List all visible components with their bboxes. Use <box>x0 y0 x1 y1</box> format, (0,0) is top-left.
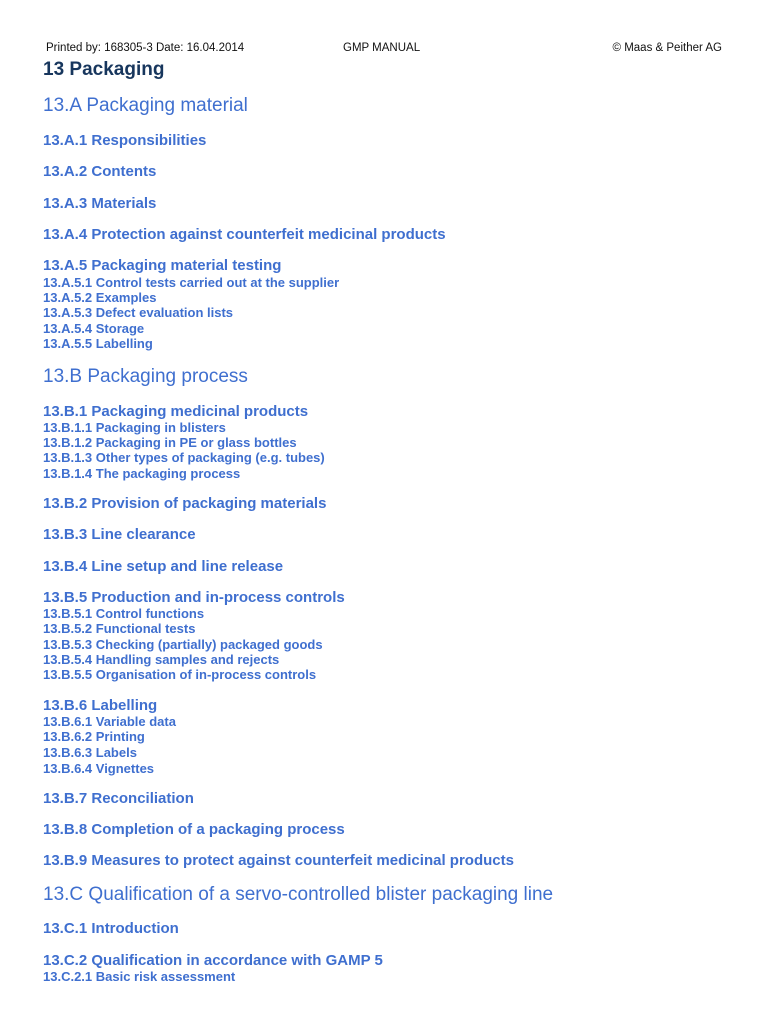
copyright-notice: © Maas & Peither AG <box>612 42 722 54</box>
toc-item-13a1[interactable]: 13.A.1 Responsibilities <box>43 132 207 149</box>
toc-item-13b12[interactable]: 13.B.1.2 Packaging in PE or glass bottles <box>43 435 297 450</box>
manual-title: GMP MANUAL <box>343 42 421 54</box>
toc-item-13b14[interactable]: 13.B.1.4 The packaging process <box>43 466 241 481</box>
chapter-title: 13 Packaging <box>43 59 165 80</box>
toc-item-13b13[interactable]: 13.B.1.3 Other types of packaging (e.g. tubes) <box>43 450 325 465</box>
toc-item-13c21[interactable]: 13.C.2.1 Basic risk assessment <box>43 969 236 984</box>
toc-item-13b5[interactable]: 13.B.5 Production and in-process controls <box>43 589 345 606</box>
toc-item-13a53[interactable]: 13.A.5.3 Defect evaluation lists <box>43 305 234 320</box>
toc-item-13b52[interactable]: 13.B.5.2 Functional tests <box>43 621 196 636</box>
toc-item-13b61[interactable]: 13.B.6.1 Variable data <box>43 714 176 729</box>
toc-item-13b2[interactable]: 13.B.2 Provision of packaging materials <box>43 495 327 512</box>
toc-item-13b6[interactable]: 13.B.6 Labelling <box>43 697 158 714</box>
toc-section-13c[interactable]: 13.C Qualification of a servo-controlled blister packaging line <box>43 884 554 905</box>
toc-item-13b53[interactable]: 13.B.5.3 Checking (partially) packaged goods <box>43 637 323 652</box>
toc-item-13b62[interactable]: 13.B.6.2 Printing <box>43 729 145 744</box>
toc-item-13b55[interactable]: 13.B.5.5 Organisation of in-process controls <box>43 667 317 682</box>
toc-item-13b4[interactable]: 13.B.4 Line setup and line release <box>43 558 284 575</box>
toc-item-13a55[interactable]: 13.A.5.5 Labelling <box>43 336 153 351</box>
toc-item-13b54[interactable]: 13.B.5.4 Handling samples and rejects <box>43 652 280 667</box>
toc-item-13a3[interactable]: 13.A.3 Materials <box>43 195 157 212</box>
toc-item-13c1[interactable]: 13.C.1 Introduction <box>43 920 179 937</box>
toc-section-13b[interactable]: 13.B Packaging process <box>43 366 248 387</box>
print-info: Printed by: 168305-3 Date: 16.04.2014 <box>46 42 245 54</box>
toc-item-13b3[interactable]: 13.B.3 Line clearance <box>43 526 196 543</box>
toc-item-13b51[interactable]: 13.B.5.1 Control functions <box>43 606 205 621</box>
page-header <box>46 42 722 56</box>
toc-item-13b11[interactable]: 13.B.1.1 Packaging in blisters <box>43 420 226 435</box>
toc-item-13a5[interactable]: 13.A.5 Packaging material testing <box>43 257 282 274</box>
toc-item-13b63[interactable]: 13.B.6.3 Labels <box>43 745 137 760</box>
toc-item-13a51[interactable]: 13.A.5.1 Control tests carried out at the supplier <box>43 275 340 290</box>
toc-item-13b8[interactable]: 13.B.8 Completion of a packaging process <box>43 821 345 838</box>
toc-item-13b9[interactable]: 13.B.9 Measures to protect against counterfeit medicinal products <box>43 852 514 869</box>
toc-section-13a[interactable]: 13.A Packaging material <box>43 95 248 116</box>
toc-item-13a52[interactable]: 13.A.5.2 Examples <box>43 290 157 305</box>
toc-item-13a2[interactable]: 13.A.2 Contents <box>43 163 157 180</box>
toc-item-13b7[interactable]: 13.B.7 Reconciliation <box>43 790 194 807</box>
toc-item-13a54[interactable]: 13.A.5.4 Storage <box>43 321 145 336</box>
toc-item-13b64[interactable]: 13.B.6.4 Vignettes <box>43 761 155 776</box>
toc-item-13a4[interactable]: 13.A.4 Protection against counterfeit medicinal products <box>43 226 446 243</box>
toc-item-13b1[interactable]: 13.B.1 Packaging medicinal products <box>43 403 309 420</box>
toc-item-13c2[interactable]: 13.C.2 Qualification in accordance with GAMP 5 <box>43 952 383 969</box>
